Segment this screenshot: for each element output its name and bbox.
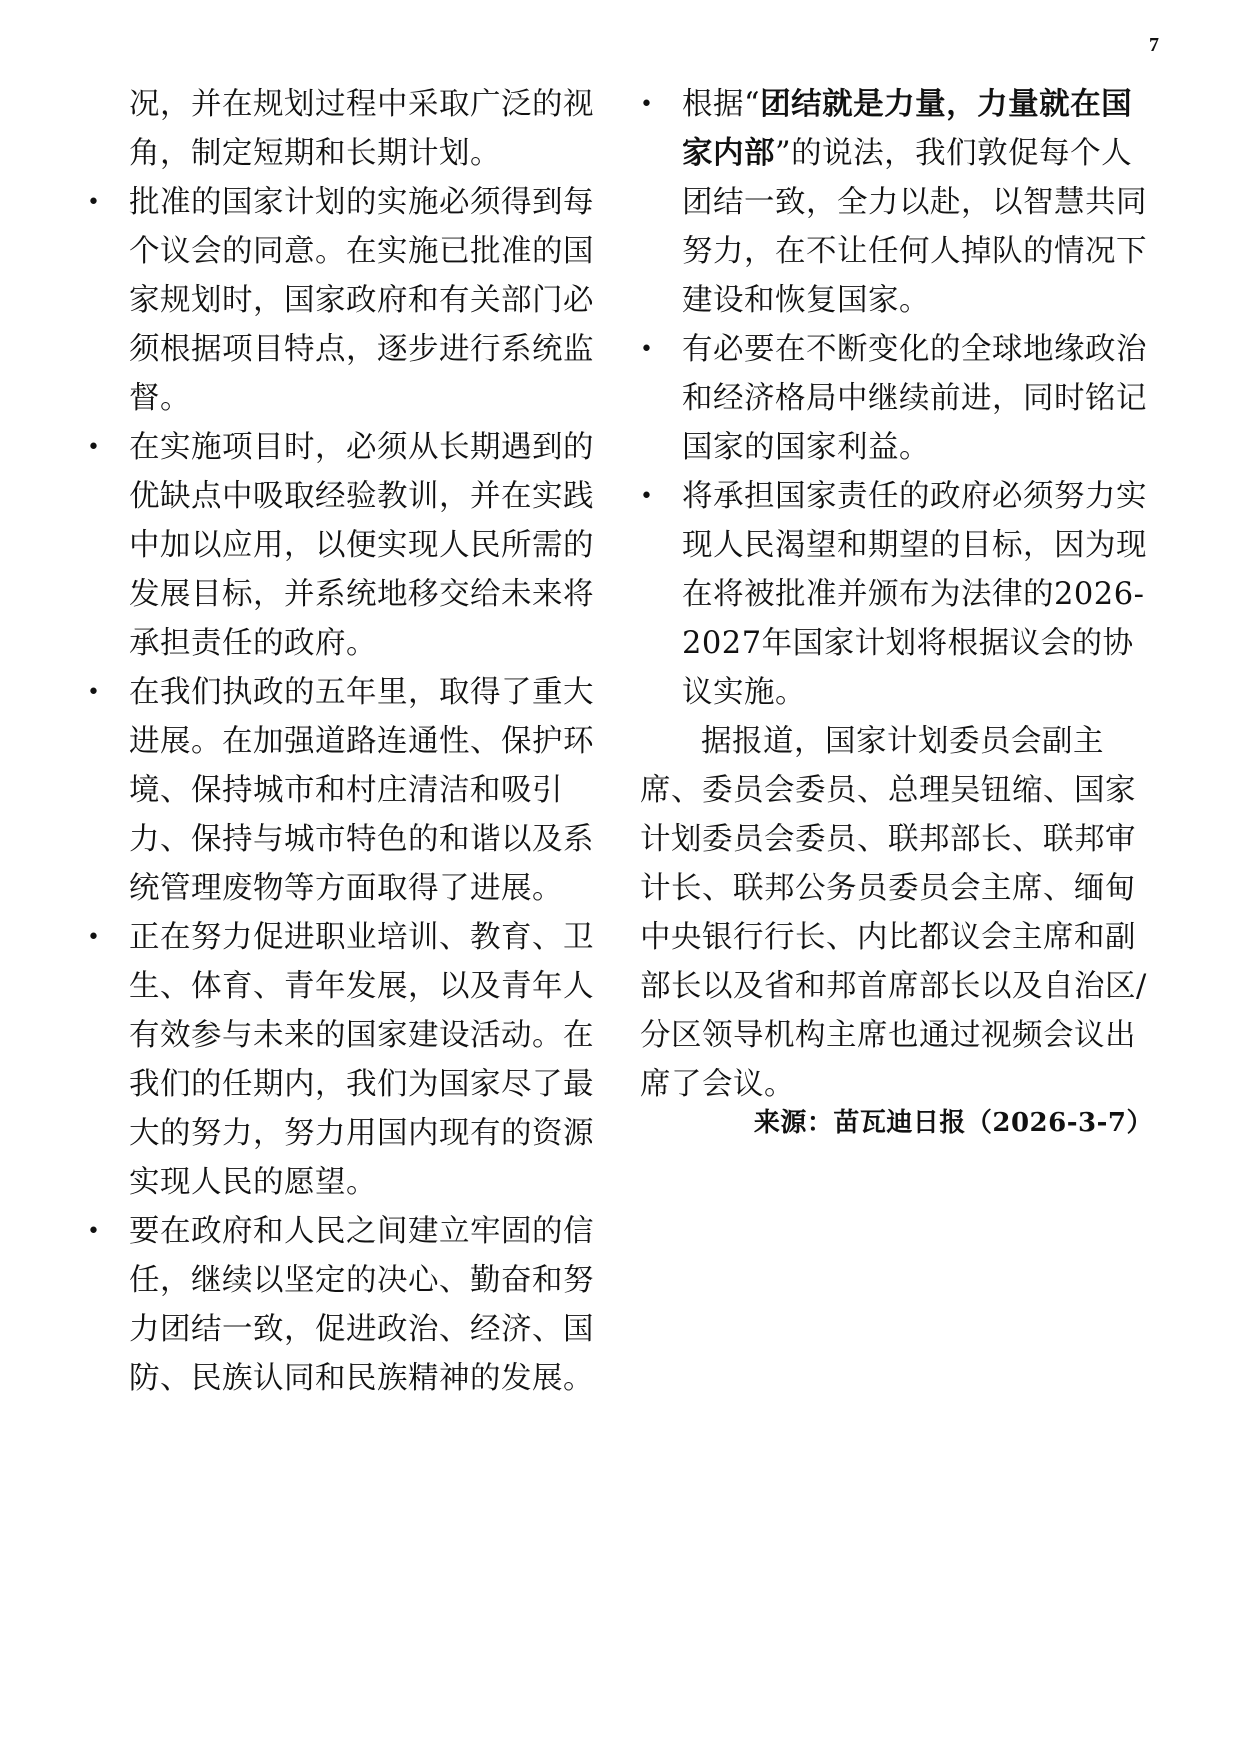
continuation-text: 况，并在规划过程中采取广泛的视角，制定短期和长期计划。 xyxy=(129,87,594,171)
source-credit: 来源：苗瓦迪日报（2026-3-7） xyxy=(753,1108,1153,1138)
quote-suffix: ”的说法，我们敦促每个人团结一致，全力以赴，以智慧共同努力，在不让任何人掉队的情况下建设和恢复国家。 xyxy=(682,136,1147,318)
bullet-item: • 在我们执政的五年里，取得了重大进展。在加强道路连通性、保护环境、保持城市和村庄清洁和吸引力、保持与城市特色的和谐以及系统管理废物等方面取得了进展。 xyxy=(87,668,607,913)
right-bullet-list xyxy=(640,80,1160,717)
bullet-item: • 正在努力促进职业培训、教育、卫生、体育、青年发展，以及青年人有效参与未来的国家建设活动。在我们的任期内，我们为国家尽了最大的努力，努力用国内现有的资源实现人民的愿望。 xyxy=(87,913,607,1207)
attendance-paragraph: 据报道，国家计划委员会副主席、委员会委员、总理吴钮缩、国家计划委员会委员、联邦部长、联邦审计长、联邦公务员委员会主席、缅甸中央银行行长、内比都议会主席和副部长以及省和邦首席部长以及自治区/分区领导机构主席也通过视频会议出席了会议。 xyxy=(640,724,1147,1102)
bullet-item: • 要在政府和人民之间建立牢固的信任，继续以坚定的决心、勤奋和努力团结一致，促进政治、经济、国防、民族认同和民族精神的发展。 xyxy=(87,1207,607,1403)
bullet-item: • 批准的国家计划的实施必须得到每个议会的同意。在实施已批准的国家规划时，国家政府和有关部门必须根据项目特点，逐步进行系统监督。 xyxy=(87,178,607,423)
bullet-item: • 将承担国家责任的政府必须努力实现人民渴望和期望的目标，因为现在将被批准并颁布为法律的2026-2027年国家计划将根据议会的协议实施。 xyxy=(640,472,1160,717)
slogan-bold: 团结就是力量，力量就在国家内部 xyxy=(682,86,1133,171)
quote-prefix: 根据“ xyxy=(682,87,761,122)
bullet-item: • 有必要在不断变化的全球地缘政治和经济格局中继续前进，同时铭记国家的国家利益。 xyxy=(640,325,1160,472)
bullet-item: • 在实施项目时，必须从长期遇到的优缺点中吸取经验教训，并在实践中加以应用，以便实现人民所需的发展目标，并系统地移交给未来将承担责任的政府。 xyxy=(87,423,607,668)
bullet-item xyxy=(640,80,1160,325)
right-column xyxy=(640,80,1160,1109)
page-number: 7 xyxy=(1149,34,1159,56)
left-bullet-list xyxy=(87,178,607,1403)
left-column xyxy=(87,80,607,1403)
